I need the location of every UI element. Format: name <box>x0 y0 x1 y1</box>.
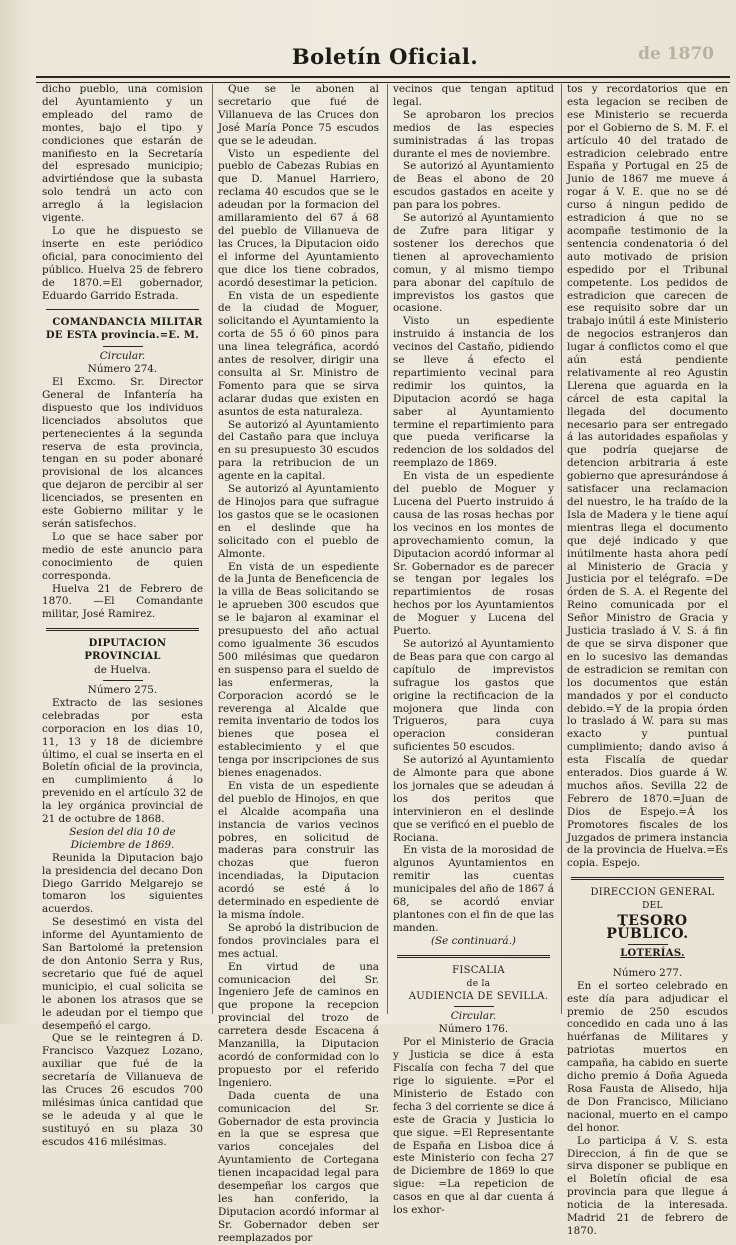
section-separator <box>46 309 199 310</box>
column-2 <box>218 83 379 1244</box>
short-rule <box>628 944 668 945</box>
paragraph: En vista de un espediente de la Junta de Beneficencia de la villa de Beas solicitando se le aprueben 300 escudos que se le bajaron al examinar el presupuesto del año actual como igualmente 36 escudos 500 milésimas que quedaron en suspenso para el sueldo de las enfermeras, la Corporacion acordó se le reverenga al Alcalde que remita inventario de todos los bienes que posea el establecimiento y el que tenga por inscripciones de sus bienes enagenados. <box>218 560 379 780</box>
section-heading: DIRECCION GENERAL <box>590 887 715 899</box>
paragraph: Extracto de las sesiones celebradas por esta corporacion en los dias 10, 11, 13 y 18 de diciembre último, el cual se inserta en el Boletín oficial de la provincia, en cumplimiento á lo prevenido en el artículo 32 de la ley orgánica provincial de 21 de octubre de 1868. <box>42 696 203 826</box>
continuation-note: (Se continuará.) <box>431 934 516 947</box>
paragraph: Se autorizó al Ayuntamiento de Beas para que con cargo al capítulo de imprevistos sufrague los gastos que origine la rectificacion de la mojonera que linda con Trigueros, para cuya operacion consideran suficientes 50 escudos. <box>393 637 554 754</box>
paragraph: Visto un espediente del pueblo de Cabezas Rubias en que D. Manuel Harriero, reclama 40 escudos que se le adeudan por la formacion del amillaramiento del 67 á 68 del pueblo de Villanueva de las Cruces, la Diputacion oido el informe del Ayuntamiento que dice los tiene cobrados, acordó desestimar la peticion. <box>218 147 379 289</box>
paragraph: Visto un espediente instruido á instancia de los vecinos del Castaño, pidiendo se lleve á efecto el repartimiento vecinal para redimir los quintos, la Diputacion acordó se haga saber al Ayuntamiento termine el repartimiento para que pueda verificarse la redencion de los soldados del reemplazo de 1869. <box>393 315 554 470</box>
paragraph: Se aprobaron los precios medios de las especies suministradas á las tropas durante el mes de noviembre. <box>393 108 554 160</box>
section-heading: FISCALIA <box>452 964 505 976</box>
section-title: TESORO PÚBLICO. <box>606 913 689 942</box>
paragraph: Se autorizó al Ayuntamiento de Almonte para que abone los jornales que se adeudan á los dos peritos que intervinieron en el deslinde que se verificó en el pueblo de Rociana. <box>393 754 554 844</box>
paragraph: Que se le reintegren á D. Francisco Vazquez Lozano, auxiliar que fué de la secretaría de Villanueva de las Cruces 26 escudos 700 milésimas única cantidad que se le adeuda y al que le sustituyó en su plaza 30 escudos 416 milésimas. <box>42 1032 203 1148</box>
paragraph: vecinos que tengan aptitud legal. <box>393 83 554 108</box>
paragraph: Se autorizó al Ayuntamiento de Hinojos para que sufrague los gastos que se le ocasionen en el deslinde que ha solicitado con el pueblo de Almonte. <box>218 483 379 560</box>
paragraph: Se aprobó la distribucion de fondos provinciales para el mes actual. <box>218 921 379 960</box>
paragraph: Reunida la Diputacion bajo la presidencia del decano Don Diego Garrido Melgarejo se tomaron los siguientes acuerdos. <box>42 851 203 916</box>
section-separator <box>46 628 199 631</box>
bleed-through-text: de 1870 <box>638 44 714 64</box>
section-subheading: AUDIENCIA DE SEVILLA. <box>408 990 549 1002</box>
section-separator <box>397 955 550 958</box>
paragraph: Que se le abonen al secretario que fué de Villanueva de las Cruces don José María Ponce 75 escudos que se le adeudan. <box>218 83 379 147</box>
paragraph: Se desestimó en vista del informe del Ayuntamiento de San Bartolomé la pretension de don Antonio Serra y Rus, secretario que fué de aquel municipio, el cual solicita se le abonen los atrasos que se le adeudan por el tiempo que desempeñó el cargo. <box>42 916 203 1032</box>
paragraph: Lo participa á V. S. esta Direccion, á fin de que se sirva disponer se publique en el Boletín oficial de esa provincia para que llegue á noticia de la interesada. Madrid 21 de febrero de 1870. <box>567 1134 728 1237</box>
item-number: Número 277. <box>612 966 683 979</box>
short-rule <box>454 1006 494 1007</box>
item-number: Número 275. <box>87 683 158 696</box>
paragraph: En vista de un espediente de la ciudad de Moguer, solicitando el Ayuntamiento la corta de 55 ó 60 pinos para una linea telegráfica, acordó antes de resolver, dirigir una consulta al Sr. Ministro de Fomento para que se sirva aclarar dudas que existen en asuntos de esta naturaleza. <box>218 289 379 418</box>
column-divider <box>387 84 388 1014</box>
paragraph: Lo que he dispuesto se inserte en este periódico oficial, para conocimiento del público. Huelva 25 de febrero de 1870.=El gobernador, Eduardo Garrido Estrada. <box>42 224 203 302</box>
section-heading-connector: DEL <box>642 901 663 912</box>
column-3 <box>393 83 554 1217</box>
section-heading-connector: de la <box>466 978 491 989</box>
paragraph: En vista de la morosidad de algunos Ayuntamientos en remitir las cuentas municipales del año de 1867 á 68, se acordó enviar plantones con el fin de que las manden. <box>393 844 554 934</box>
paragraph: Se autorizó al Ayuntamiento del Castaño para que incluya en su presupuesto 30 escudos para la retribucion de un agente en la capital. <box>218 418 379 483</box>
paragraph: Se autorizó al Ayuntamiento de Beas el abono de 20 escudos gastados en aceite y pan para los pobres. <box>393 160 554 212</box>
subheading: Circular. <box>99 350 146 363</box>
paragraph: El Excmo. Sr. Director General de Infantería ha dispuesto que los individuos licenciados absolutos que pertenecientes á la segunda reserva de esta provincia, tengan en su poder abonaré provisional de los alcances que dejaron de percibir al ser licenciados, se presenten en este Gobierno militar y le serán satisfechos. <box>42 376 203 530</box>
paragraph: tos y recordatorios que en esta legacion se reciben de ese Ministerio se recuerda por el Gobierno de S. M. F. el artículo 40 del tratado de estradicion celebrado entre España y Portugal en 25 de Junio de 1867 me mueve á rogar á V. E. que no se dé curso á ningun pedido de estradicion á que no se acompañe testimonio de la sentencia condenatoria ó del auto motivado de prision espedido por el Tribunal competente. Los pedidos de estradicion que carecen de ese requisito sobre dar un trabajo inútil á este Ministerio de negocios estranjeros dan lugar á conflictos como el que aún está pendiente relativamente al reo Agustin Llerena que aguarda en la cárcel de esta capital la llegada del documento necesario para ser entregado á las autoridades españolas y que podría quejarse de detencion arbitraria á este gobierno que apresurándose á satisfacer una reclamacion del nuestro, le ha traído de la Isla de Madera y le tiene aquí mientras llega el documento que dejé indicado y que inútilmente hasta ahora pedí al Ministerio de Gracia y Justicia por el telégrafo. =De órden de S. A. el Regente del Reino comunicada por el Señor Ministro de Gracia y Justicia traslado á V. S. á fin de que se sirva disponer que en lo sucesivo las demandas de estradicion se remitan con los documentos que están mandados y por el conducto debido.=Y de la propia órden lo traslado á W. para su mas exacto y puntual cumplimiento; dando aviso á esta Fiscalía de quedar enterados. Dios guarde á W. muchos años. Sevilla 22 de Febrero de 1870.=Juan de Dios de Espejo.=Á los Promotores fiscales de los Juzgados de primera instancia de la provincia de Huelva.=Es copia. Espejo. <box>567 83 728 870</box>
column-4 <box>567 83 728 1237</box>
subheading: Circular. <box>450 1010 497 1023</box>
paragraph: Huelva 21 de Febrero de 1870. —El Comandante militar, José Ramirez. <box>42 582 203 621</box>
section-heading: COMANDANCIA MILITAR DE ESTA provincia.=E. M. <box>45 317 203 342</box>
paragraph: En vista de un espediente del pueblo de Moguer y Lucena del Puerto instruido á causa de las rosas hechas por los vecinos en los montes de aprovechamiento comun, la Diputacion acordó informar al Sr. Gobernador es de parecer se tengan por legales los repartimientos de rosas hechos por los Ayuntamientos de Moguer y Lucena del Puerto. <box>393 470 554 638</box>
masthead <box>40 40 730 74</box>
paragraph: En vista de un espediente del pueblo de Hinojos, en que el Alcalde acompaña una instancia de varios vecinos pobres, en solicitud de maderas para construir las chozas que fueron incendiadas, la Diputacion acordó se esté á lo determinado en espediente de la misma índole. <box>218 779 379 921</box>
paragraph: Lo que se hace saber por medio de este anuncio para conocimiento de quien corresponda. <box>42 530 203 582</box>
section-heading: DIPUTACION PROVINCIAL <box>84 638 167 663</box>
section-subheading: de Huelva. <box>94 664 151 677</box>
subsection-heading: LOTERÍAS. <box>620 947 685 959</box>
paragraph: Se autorizó al Ayuntamiento de Zufre para litigar y sostener los derechos que tienen al aprovechamiento comun, y al mismo tiempo para abonar del capítulo de imprevistos los gastos que ocasione. <box>393 212 554 315</box>
paragraph: Por el Ministerio de Gracia y Justicia se dice á esta Fiscalía con fecha 7 del que rige lo siguiente. =Por el Ministerio de Estado con fecha 3 del corriente se dice á este de Gracia y Justicia lo que sigue. =El Representante de España en Lisboa dice á este Ministerio con fecha 27 de Diciembre de 1869 lo que sigue: =La repeticion de casos en que al dar cuenta á los exhor- <box>393 1036 554 1217</box>
short-rule <box>103 680 143 681</box>
paragraph: dicho pueblo, una comision del Ayuntamiento y un empleado del ramo de montes, bajo el tipo y condiciones que estarán de manifiesto en la Secretaría del espresado municipio; advirtiéndose que la subasta solo tendrá un acto con arreglo á la legislacion vigente. <box>42 83 203 225</box>
item-number: Número 176. <box>438 1023 509 1036</box>
paragraph: En virtud de una comunicacion del Sr. Ingeniero Jefe de caminos en que propone la recepcion provincial del trozo de carretera desde Escacena á Manzanilla, la Diputacion acordó de conformidad con lo propuesto por el referido Ingeniero. <box>218 960 379 1089</box>
session-title: Sesion del dia 10 de Diciembre de 1869. <box>69 825 176 851</box>
column-1 <box>42 83 203 1148</box>
paragraph: Dada cuenta de una comunicacion del Sr. Gobernador de esta provincia en la que se espresa que varios concejales del Ayuntamiento de Cortegana tienen incapacidad legal para desempeñar los cargos que les han conferido, la Diputacion acordó informar al Sr. Gobernador deben ser reemplazados por <box>218 1089 379 1244</box>
column-divider <box>212 84 213 1014</box>
column-divider <box>561 84 562 1014</box>
page-title: Boletín Oficial. <box>291 44 479 69</box>
paragraph: En el sorteo celebrado en este día para adjudicar el premio de 250 escudos concedido en cada uno á las huérfanas de Militares y patriotas muertos en campaña, ha cabido en suerte dicho premio á Doña Agueda Rosa Fausta de Alisedo, hija de Don Francisco, Miliciano nacional, muerto en el campo del honor. <box>567 979 728 1134</box>
short-rule <box>103 346 143 347</box>
item-number: Número 274. <box>87 363 158 376</box>
header-rule <box>36 76 730 83</box>
section-separator <box>571 877 724 880</box>
